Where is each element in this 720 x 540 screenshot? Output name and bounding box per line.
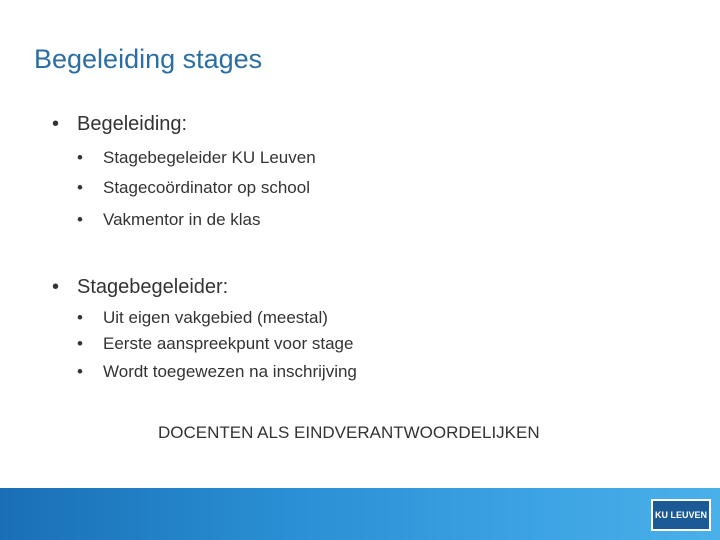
ku-leuven-logo	[651, 499, 711, 531]
bullet-dot: •	[52, 276, 60, 298]
sub-bullet-text: Wordt toegewezen na inschrijving	[103, 362, 357, 381]
sub-bullet-text: Vakmentor in de klas	[103, 210, 261, 229]
slide-title: Begeleiding stages	[34, 44, 263, 74]
sub-bullet-text: Eerste aanspreekpunt voor stage	[103, 334, 354, 353]
bullet-dot: •	[77, 210, 83, 229]
sub-bullet-text: Stagecoördinator op school	[103, 178, 310, 197]
bullet-dot: •	[77, 308, 83, 327]
logo-text: KU LEUVEN	[654, 510, 707, 520]
bullet-heading: Stagebegeleider:	[77, 276, 229, 298]
sub-bullet-text: Uit eigen vakgebied (meestal)	[103, 308, 328, 327]
bullet-dot: •	[77, 148, 83, 167]
bullet-dot: •	[77, 334, 83, 353]
bullet-heading: Begeleiding:	[77, 113, 188, 135]
bullet-dot: •	[77, 362, 83, 381]
bullet-dot: •	[77, 178, 83, 197]
conclusion-text: DOCENTEN ALS EINDVERANTWOORDELIJKEN	[158, 423, 540, 442]
footer-band	[0, 488, 720, 540]
bullet-dot: •	[52, 113, 60, 135]
sub-bullet-text: Stagebegeleider KU Leuven	[103, 148, 316, 167]
